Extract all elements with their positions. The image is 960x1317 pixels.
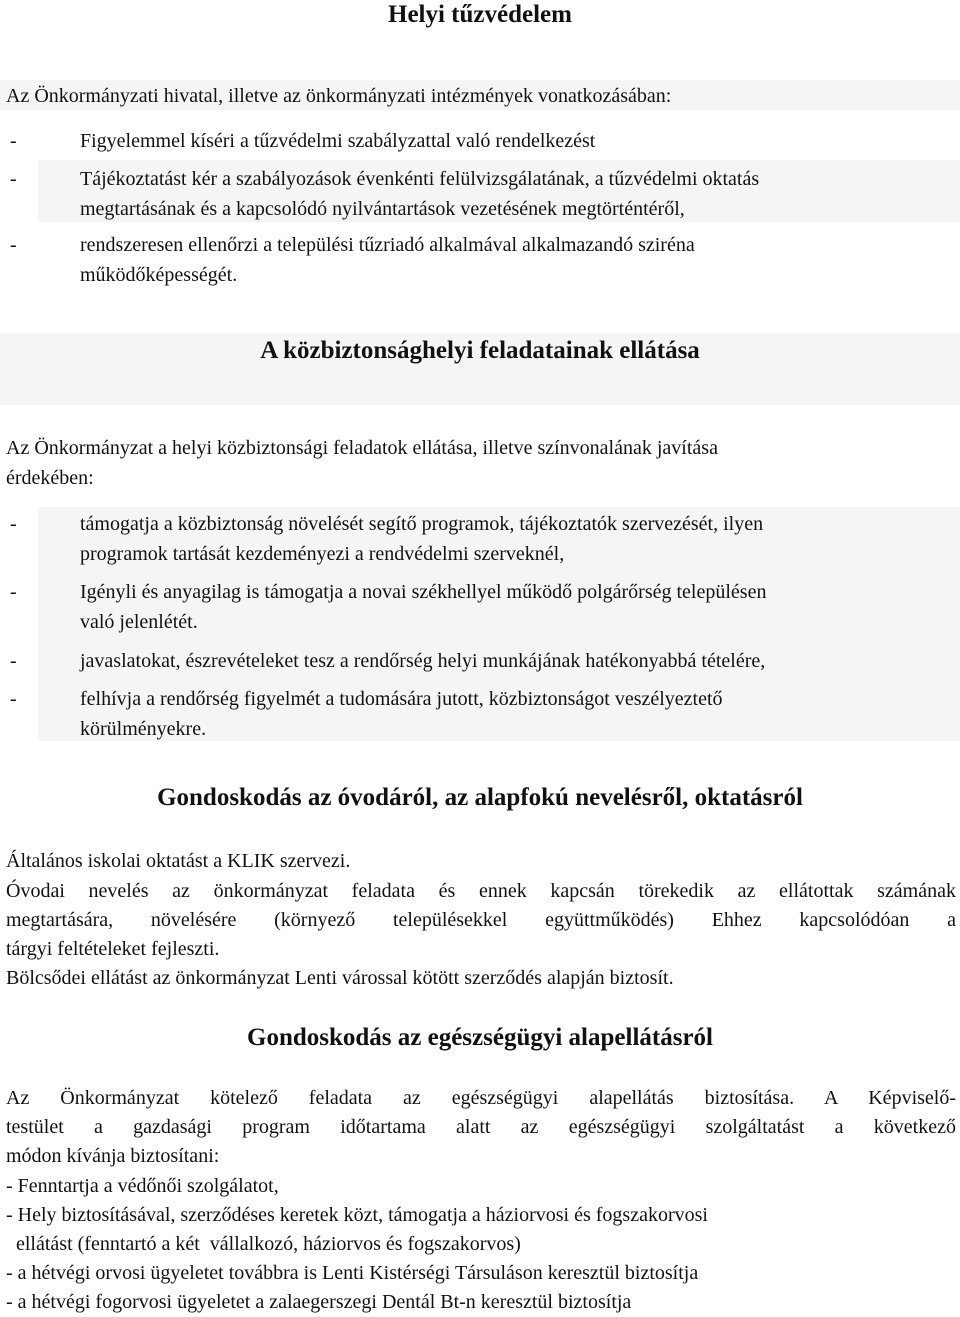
health-paragraph-line: módon kívánja biztosítani: xyxy=(6,1145,220,1167)
bullet-dash: - xyxy=(10,513,17,535)
education-paragraph-line: tárgyi feltételeket fejleszti. xyxy=(6,938,220,960)
list-item xyxy=(0,646,960,676)
list-item xyxy=(0,164,960,224)
health-list-line: - Hely biztosításával, szerződéses keretek közt, támogatja a háziorvosi és fogszakorvosi xyxy=(6,1204,708,1226)
health-list-line: - a hétvégi fogorvosi ügyeletet a zalaegerszegi Dentál Bt-n keresztül biztosítja xyxy=(6,1291,632,1313)
list-item-text: javaslatokat, észrevételeket tesz a rendőrség helyi munkájának hatékonyabbá tételére, xyxy=(80,650,766,672)
bullet-dash: - xyxy=(10,168,17,190)
education-paragraph-line: Óvodai nevelés az önkormányzat feladata és ennek kapcsán törekedik az ellátottak számának xyxy=(6,880,956,902)
bullet-dash: - xyxy=(10,581,17,603)
list-item xyxy=(0,577,960,637)
section-heading-education: Gondoskodás az óvodáról, az alapfokú nevelésről, oktatásról xyxy=(157,784,803,811)
page-title: Helyi tűzvédelem xyxy=(388,1,572,28)
bullet-dash: - xyxy=(10,130,17,152)
list-item-text: Igényli és anyagilag is támogatja a novai székhellyel működő polgárőrség településen xyxy=(80,581,767,603)
list-item-text: való jelenlétét. xyxy=(80,611,198,633)
bullet-dash: - xyxy=(10,650,17,672)
education-paragraph-line: Általános iskolai oktatást a KLIK szervezi. xyxy=(6,850,351,872)
list-item-text: Tájékoztatást kér a szabályozások évenkénti felülvizsgálatának, a tűzvédelmi oktatás xyxy=(80,168,760,190)
health-list-line: - a hétvégi orvosi ügyeletet továbbra is Lenti Kistérségi Társuláson keresztül biztosítja xyxy=(6,1262,699,1284)
health-paragraph-line: testület a gazdasági program időtartama alatt az egészségügyi szolgáltatást a következő xyxy=(6,1116,956,1138)
section-heading-health: Gondoskodás az egészségügyi alapellátásról xyxy=(247,1024,713,1051)
list-item xyxy=(0,230,960,290)
education-paragraph-line: Bölcsődei ellátást az önkormányzat Lenti várossal kötött szerződés alapján biztosít. xyxy=(6,967,674,989)
security-intro: érdekében: xyxy=(6,467,94,489)
health-paragraph-line: Az Önkormányzat kötelező feladata az egészségügyi alapellátás biztosítása. A Képviselő- xyxy=(6,1087,956,1109)
security-intro: Az Önkormányzat a helyi közbiztonsági feladatok ellátása, illetve színvonalának javítása xyxy=(6,437,718,459)
list-item xyxy=(0,684,960,744)
bullet-dash: - xyxy=(10,688,17,710)
list-item-text: felhívja a rendőrség figyelmét a tudomására jutott, közbiztonságot veszélyeztető xyxy=(80,688,723,710)
section-heading-security: A közbiztonsághelyi feladatainak ellátása xyxy=(260,337,700,364)
list-item xyxy=(0,509,960,569)
list-item-text: támogatja a közbiztonság növelését segítő programok, tájékoztatók szervezését, ilyen xyxy=(80,513,764,535)
list-item-text: rendszeresen ellenőrzi a települési tűzriadó alkalmával alkalmazandó sziréna xyxy=(80,234,695,256)
list-item-text: Figyelemmel kíséri a tűzvédelmi szabályzattal való rendelkezést xyxy=(80,130,596,152)
bullet-dash: - xyxy=(10,234,17,256)
list-item-text: körülményekre. xyxy=(80,718,207,740)
list-item-text: programok tartását kezdeményezi a rendvédelmi szerveknél, xyxy=(80,543,565,565)
education-paragraph-line: megtartására, növelésére (környező településekkel együttműködés) Ehhez kapcsolódóan a xyxy=(6,909,956,931)
list-item-text: megtartásának és a kapcsolódó nyilvántartások vezetésének megtörténtéről, xyxy=(80,198,685,220)
list-item-text: működőképességét. xyxy=(80,264,238,286)
health-list-line: ellátást (fenntartó a két vállalkozó, háziorvos és fogszakorvos) xyxy=(6,1233,521,1255)
fire-intro: Az Önkormányzati hivatal, illetve az önkormányzati intézmények vonatkozásában: xyxy=(6,85,672,107)
health-list-line: - Fenntartja a védőnői szolgálatot, xyxy=(6,1175,279,1197)
list-item xyxy=(0,126,960,156)
